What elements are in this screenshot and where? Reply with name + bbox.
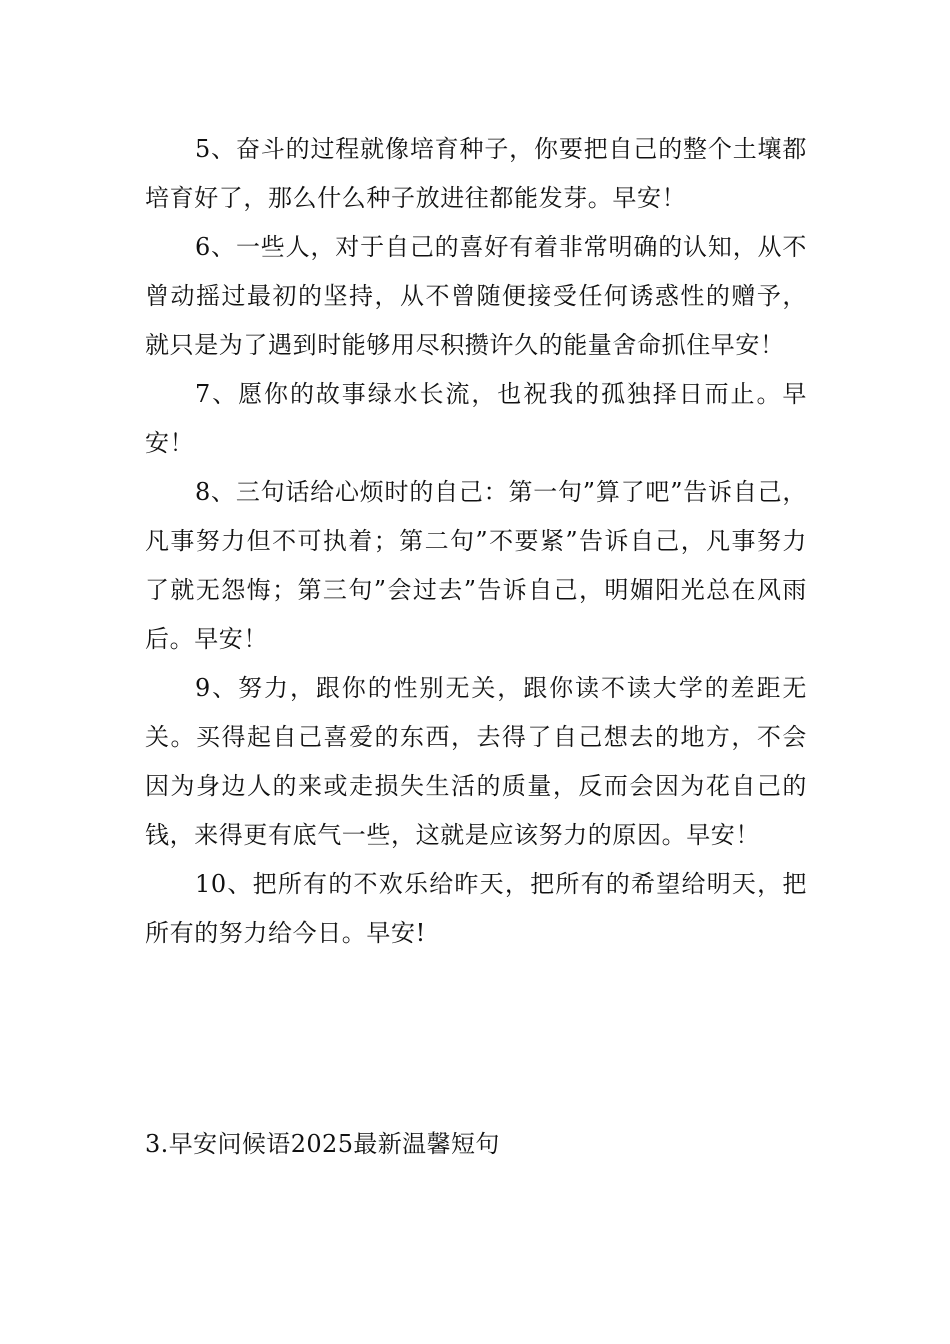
paragraph-item-6: 6、一些人，对于自己的喜好有着非常明确的认知，从不曾动摇过最初的坚持，从不曾随便接受任何诱惑性的赠予，就只是为了遇到时能够用尽积攒许久的能量舍命抓住早安！: [145, 233, 807, 359]
document-body: [145, 125, 807, 958]
paragraph-item-10: 10、把所有的不欢乐给昨天，把所有的希望给明天，把所有的努力给今日。早安!: [145, 870, 807, 947]
paragraph-item-5: 5、奋斗的过程就像培育种子，你要把自己的整个土壤都培育好了，那么什么种子放进往都能发芽。早安！: [145, 135, 807, 212]
section-heading: 3.早安问候语2025最新温馨短句: [145, 1130, 500, 1158]
paragraph-item-8: 8、三句话给心烦时的自己：第一句”算了吧”告诉自己，凡事努力但不可执着；第二句”不要紧”告诉自己，凡事努力了就无怨悔；第三句”会过去”告诉自己，明媚阳光总在风雨后。早安！: [145, 478, 807, 653]
paragraph-item-9: 9、努力，跟你的性别无关，跟你读不读大学的差距无关。买得起自己喜爱的东西，去得了自己想去的地方，不会因为身边人的来或走损失生活的质量，反而会因为花自己的钱，来得更有底气一些，这就是应该努力的原因。早安！: [145, 674, 807, 849]
paragraph-item-7: 7、愿你的故事绿水长流，也祝我的孤独择日而止。早安！: [145, 380, 807, 457]
